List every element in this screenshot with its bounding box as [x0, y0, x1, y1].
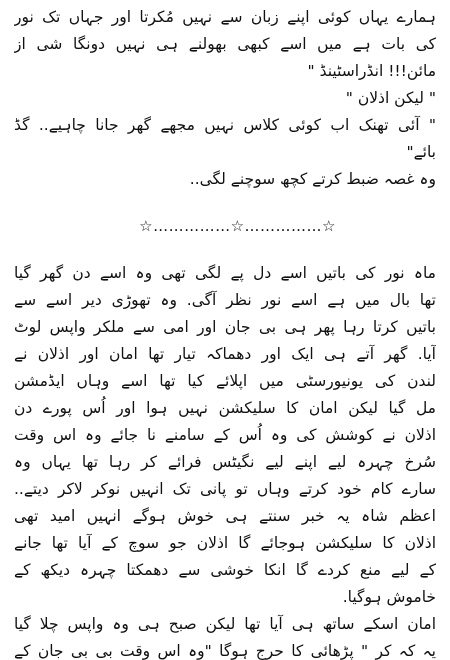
text-line: باتیں کرتا رہا پھر ہی بی جان اور امی سے ملکر واپس لوٹ	[14, 318, 436, 336]
text-line: یہ کہ کر " پڑھائی کا حرج ہوگا "وہ اس وقت بی بی جان کے	[14, 642, 436, 660]
text-line: " آئی تھنک اب کوئی کلاس نہیں مجھے گھر جانا چاہیے.. گڈ	[14, 116, 436, 134]
paragraph-dialogue	[14, 4, 436, 193]
text-line: آیا. گھر آتے ہی ایک اور دھماکہ تیار تھا امان اور اذلان نے	[14, 345, 436, 363]
text-line: سارے کام خود کرتے وہاں تو پانی تک انہیں نوکر لاکر دیتے..	[14, 480, 436, 498]
text-line: خاموش ہوگیا.	[342, 588, 436, 606]
text-line: ہمارے یہاں کوئی اپنے زبان سے نہیں مُکرتا اور جہاں تک نور	[14, 8, 436, 26]
text-line: سُرخ چہرہ لیے اپنے لیے نگیٹس فرائے کر رہا تھا یہاں وہ	[14, 453, 436, 471]
paragraph-narrative	[14, 260, 436, 660]
text-line: بائے"	[406, 143, 436, 161]
text-line: اعظم شاہ یہ خبر سنتے ہی خوش ہوگے انہیں امید تھی	[14, 507, 436, 525]
spacer	[14, 193, 436, 213]
text-line: اذلان کا سلیکشن ہوجائے گا اذلان جو سوچ کے آیا تھا جانے	[14, 534, 436, 552]
spacer	[14, 240, 436, 260]
text-line: وہ غصہ ضبط کرتے کچھ سوچنے لگی..	[189, 170, 436, 188]
text-line: ماہ نور کی باتیں اسے دل پے لگی تھی وہ اسے دن گھر گیا	[14, 264, 436, 282]
text-line: تھا بال میں ہے اسے نور نظر آگی. وہ تھوڑی دیر اسے سے	[14, 291, 436, 309]
section-separator: ☆……………☆……………☆	[139, 217, 336, 235]
text-line: کی بات ہے میں اسے کبھی بھولنے ہی نہیں دونگا شی از	[14, 35, 436, 53]
text-line: امان اسکے ساتھ ہی آیا تھا لیکن صبح ہی وہ واپس چلا گیا	[14, 615, 436, 633]
text-line: مل گیا لیکن امان کا سلیکشن نہیں ہوا اور اُس پورے دن	[14, 399, 436, 417]
text-line: لندن کی یونیورسٹی میں اپلائے کیا تھا اسے وہاں ایڈمشن	[14, 372, 436, 390]
text-line: کے لیے منع کردے گا انکا خوشی سے دھمکتا چہرہ دیکھ کے	[14, 561, 436, 579]
text-line: " لیکن اذلان "	[345, 89, 436, 107]
text-line: مائن!!! انڈراسٹینڈ "	[307, 62, 436, 80]
text-line: اذلان نے کوشش کی وہ اُس کے سامنے نا جائے وہ اس وقت	[14, 426, 436, 444]
